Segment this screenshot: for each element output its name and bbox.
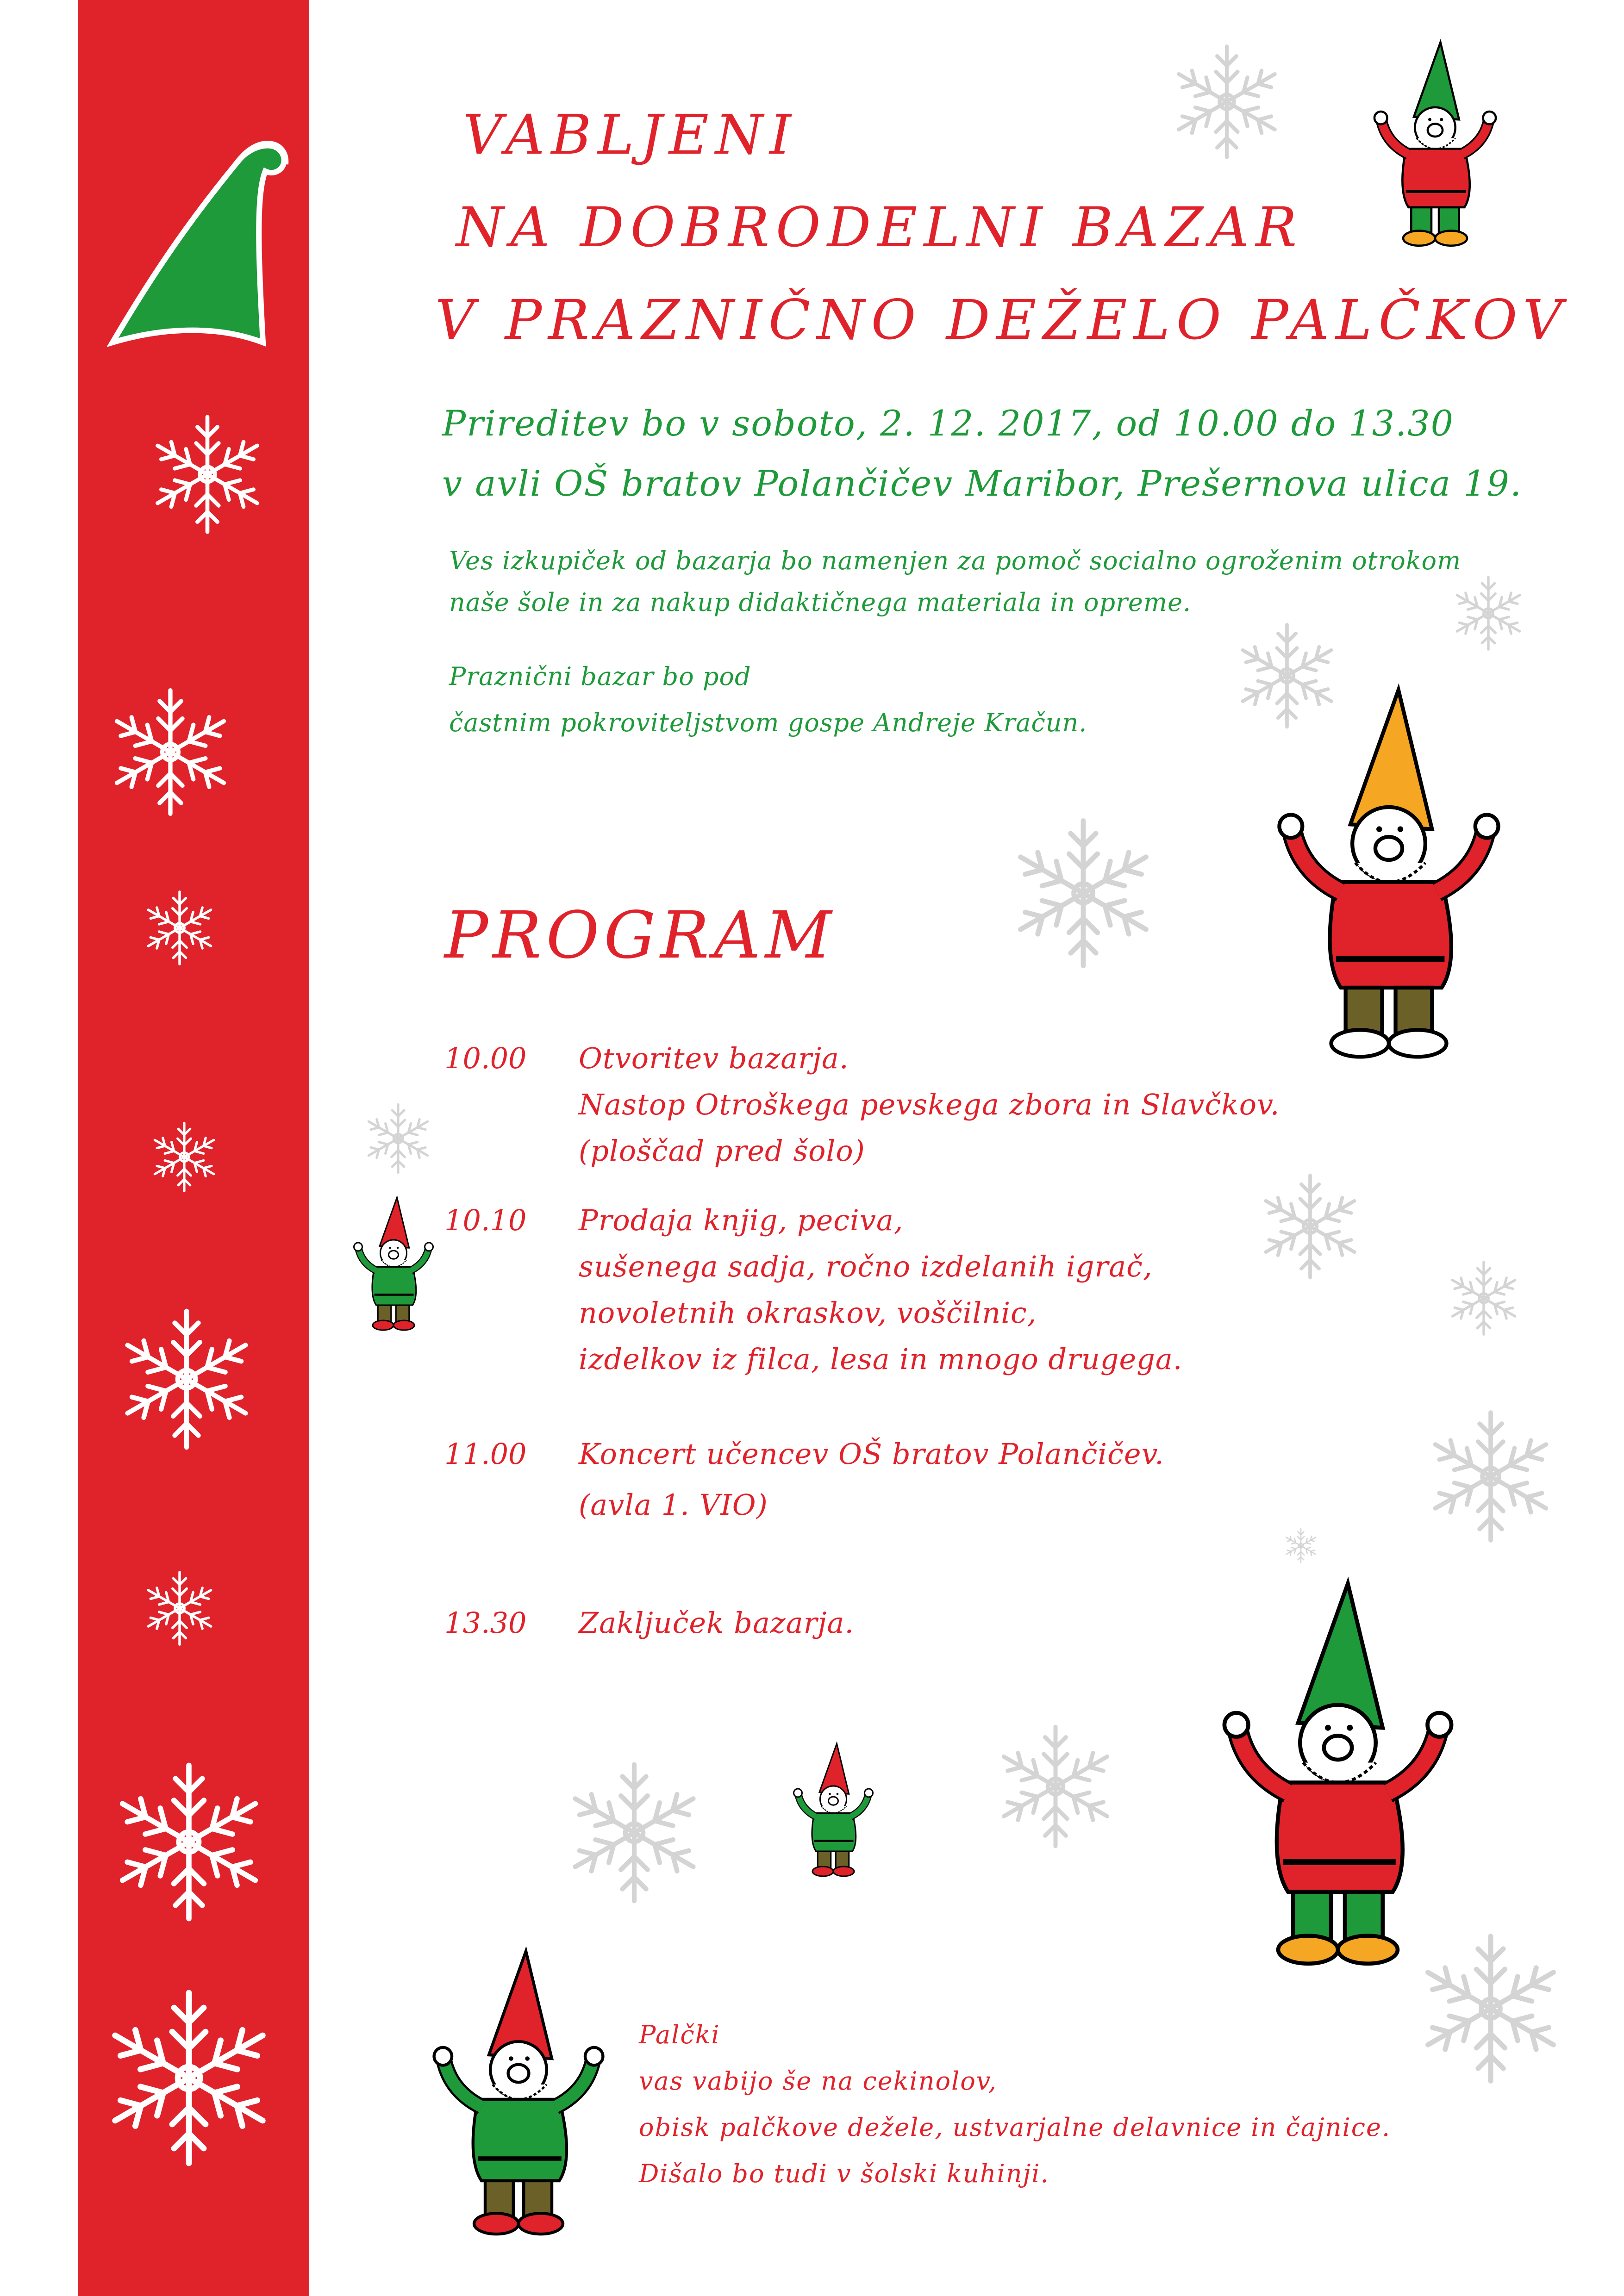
program-line: Prodaja knjig, peciva, <box>579 1203 904 1237</box>
program-line: izdelkov iz filca, lesa in mnogo drugega. <box>579 1342 1183 1376</box>
snowflake-icon <box>96 1985 281 2171</box>
gnome-illustration <box>1218 680 1560 1064</box>
snowflake-icon <box>147 1120 221 1194</box>
donation-note-line-1: Ves izkupiček od bazarja bo namenjen za pomoč socialno ogroženim otrokom <box>449 546 1462 575</box>
green-elf-hat-icon <box>103 125 298 361</box>
snowflake-icon <box>1255 1171 1366 1282</box>
snowflake-icon <box>145 412 270 537</box>
red-sidebar <box>78 0 309 2296</box>
gnome-illustration <box>1181 1574 1495 1972</box>
patron-note-line-2: častnim pokroviteljstvom gospe Andreje Kračun. <box>449 708 1087 737</box>
snowflake-icon <box>140 889 219 967</box>
program-line: (avla 1. VIO) <box>579 1488 768 1522</box>
snowflake-icon <box>1444 1259 1523 1338</box>
gnome-illustration <box>389 1944 648 2240</box>
program-line: Koncert učencev OŠ bratov Polančičev. <box>579 1437 1164 1471</box>
event-info-line-1: Prireditev bo v soboto, 2. 12. 2017, od 10.00 do 13.30 <box>442 403 1454 444</box>
donation-note-line-2: naše šole in za nakup didaktičnega materiala in opreme. <box>449 588 1192 617</box>
closing-line: Dišalo bo tudi v šolski kuhinji. <box>639 2159 1049 2188</box>
gnome-illustration <box>343 1194 444 1333</box>
program-heading: PROGRAM <box>444 898 837 973</box>
program-line: (ploščad pred šolo) <box>579 1134 865 1168</box>
snowflake-icon <box>1421 1407 1560 1546</box>
gnome-illustration <box>782 1740 884 1879</box>
program-line: Nastop Otroškega pevskega zbora in Slavčkov. <box>579 1088 1280 1121</box>
closing-line: vas vabijo še na cekinolov, <box>639 2066 998 2096</box>
program-time: 11.00 <box>444 1437 527 1471</box>
snowflake-icon <box>112 1305 261 1453</box>
snowflake-icon <box>560 1759 708 1907</box>
program-line: novoletnih okraskov, voščilnic, <box>579 1296 1037 1330</box>
title-line-2: NA DOBRODELNI BAZAR <box>456 195 1304 259</box>
program-line: Otvoritev bazarja. <box>579 1041 849 1075</box>
title-line-3: V PRAZNIČNO DEŽELO PALČKOV <box>435 288 1569 352</box>
closing-line: obisk palčkove dežele, ustvarjalne delavnice in čajnice. <box>639 2113 1391 2142</box>
program-line: sušenega sadja, ročno izdelanih igrač, <box>579 1250 1153 1283</box>
patron-note-line-1: Praznični bazar bo pod <box>449 662 751 691</box>
event-info-line-2: v avli OŠ bratov Polančičev Maribor, Prešernova ulica 19. <box>442 463 1522 504</box>
snowflake-icon <box>106 1759 272 1925</box>
snowflake-icon <box>991 1722 1120 1851</box>
snowflake-icon <box>140 1569 219 1648</box>
snowflake-icon <box>103 685 237 819</box>
gnome-illustration <box>1352 37 1518 250</box>
program-line: Zaključek bazarja. <box>579 1606 855 1640</box>
snowflake-icon <box>1167 42 1287 162</box>
snowflake-icon <box>1449 574 1528 653</box>
program-time: 10.10 <box>444 1203 527 1237</box>
program-time: 13.30 <box>444 1606 527 1640</box>
program-time: 10.00 <box>444 1041 527 1075</box>
snowflake-icon <box>1005 815 1162 972</box>
closing-line: Palčki <box>639 2020 720 2049</box>
snowflake-icon <box>361 1101 435 1176</box>
title-line-1: VABLJENI <box>463 103 798 167</box>
snowflake-icon <box>1282 1527 1319 1564</box>
